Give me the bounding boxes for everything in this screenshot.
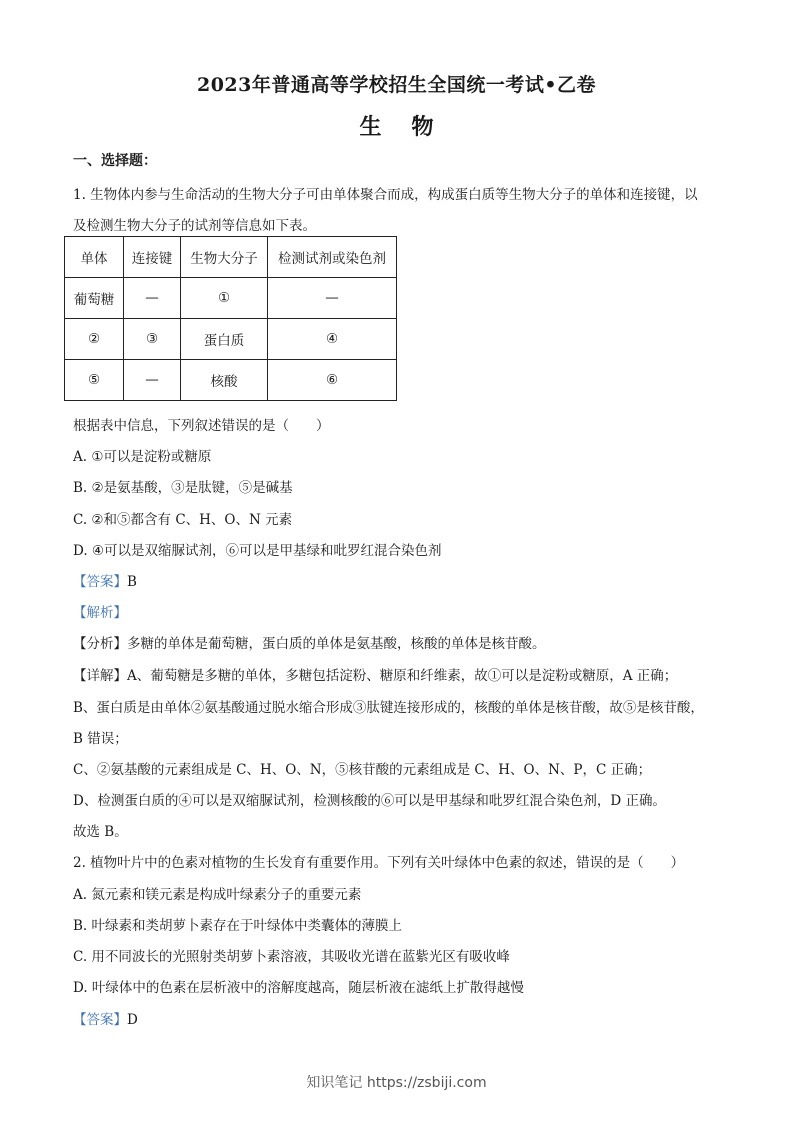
table-cell: — — [124, 360, 181, 401]
q2-option-b: B. 叶绿素和类胡萝卜素存在于叶绿体中类囊体的薄膜上 — [73, 918, 403, 934]
table-header-cell: 检测试剂或染色剂 — [268, 237, 397, 278]
footer-watermark: 知识笔记 https://zsbiji.com — [306, 1075, 487, 1091]
q1-option-c: C. ②和⑤都含有 C、H、O、N 元素 — [73, 512, 293, 528]
analysis-tag: 【解析】 — [73, 605, 127, 621]
q1-analysis-tag — [73, 601, 127, 621]
table-row — [65, 278, 397, 319]
q1-stem-line2: 及检测生物大分子的试剂等信息如下表。 — [73, 218, 316, 234]
q1-question: 根据表中信息，下列叙述错误的是（ ） — [73, 418, 330, 434]
q1-fenxi — [73, 632, 546, 652]
page-title: 2023年普通高等学校招生全国统一考试•乙卷 — [196, 74, 597, 96]
answer-value: D — [127, 1012, 138, 1028]
q1-stem-line1: 1. 生物体内参与生命活动的生物大分子可由单体聚合而成，构成蛋白质等生物大分子的单体和连接键，以 — [73, 187, 698, 203]
table-cell: 蛋白质 — [181, 319, 268, 360]
q2-option-c: C. 用不同波长的光照射类胡萝卜素溶液，其吸收光谱在蓝紫光区有吸收峰 — [73, 949, 510, 965]
answer-value: B — [127, 574, 137, 590]
q2-answer — [73, 1008, 138, 1028]
q1-xiangjie-line4: C、②氨基酸的元素组成是 C、H、O、N，⑤核苷酸的元素组成是 C、H、O、N、P，C 正确； — [73, 762, 652, 778]
table-cell: — — [124, 278, 181, 319]
q2-stem: 2. 植物叶片中的色素对植物的生长发育有重要作用。下列有关叶绿体中色素的叙述，错误的是（ ） — [73, 855, 685, 871]
section-heading: 一、选择题： — [73, 153, 157, 169]
q1-xiangjie-line3: B 错误； — [73, 731, 128, 747]
table-cell: ② — [65, 319, 124, 360]
xiangjie-tag: 【详解】 — [73, 668, 127, 684]
answer-tag: 【答案】 — [73, 574, 127, 590]
q1-xiangjie-line1 — [73, 664, 677, 684]
subject-title: 生物 — [359, 114, 464, 140]
table-cell: — — [268, 278, 397, 319]
q1-option-d: D. ④可以是双缩脲试剂，⑥可以是甲基绿和吡罗红混合染色剂 — [73, 543, 442, 559]
table-cell: 核酸 — [181, 360, 268, 401]
answer-tag: 【答案】 — [73, 1012, 127, 1028]
table-header-cell: 连接键 — [124, 237, 181, 278]
q1-xiangjie-line5: D、检测蛋白质的④可以是双缩脲试剂，检测核酸的⑥可以是甲基绿和吡罗红混合染色剂，D 正确。 — [73, 793, 666, 809]
fenxi-text: 多糖的单体是葡萄糖，蛋白质的单体是氨基酸，核酸的单体是核苷酸。 — [127, 636, 546, 652]
table-cell: ⑤ — [65, 360, 124, 401]
table-cell: ④ — [268, 319, 397, 360]
fenxi-tag: 【分析】 — [73, 636, 127, 652]
table-row — [65, 360, 397, 401]
table-cell: 葡萄糖 — [65, 278, 124, 319]
table-row — [65, 319, 397, 360]
table-cell: ⑥ — [268, 360, 397, 401]
table-cell: ③ — [124, 319, 181, 360]
q1-answer — [73, 570, 137, 590]
xiangjie-text: A、葡萄糖是多糖的单体，多糖包括淀粉、糖原和纤维素，故①可以是淀粉或糖原，A 正确； — [127, 668, 678, 684]
table-header-row — [65, 237, 397, 278]
q1-option-b: B. ②是氨基酸，③是肽键，⑤是碱基 — [73, 480, 293, 496]
q1-conclusion: 故选 B。 — [73, 824, 128, 840]
table-cell: ① — [181, 278, 268, 319]
q2-option-d: D. 叶绿体中的色素在层析液中的溶解度越高，随层析液在滤纸上扩散得越慢 — [73, 980, 524, 996]
q1-xiangjie-line2: B、蛋白质是由单体②氨基酸通过脱水缩合形成③肽键连接形成的，核酸的单体是核苷酸，故⑤是核苷酸， — [73, 700, 704, 716]
q2-option-a: A. 氮元素和镁元素是构成叶绿素分子的重要元素 — [73, 887, 362, 903]
table-header-cell: 生物大分子 — [181, 237, 268, 278]
q1-table — [64, 236, 397, 401]
q1-option-a: A. ①可以是淀粉或糖原 — [73, 449, 212, 465]
table-header-cell: 单体 — [65, 237, 124, 278]
